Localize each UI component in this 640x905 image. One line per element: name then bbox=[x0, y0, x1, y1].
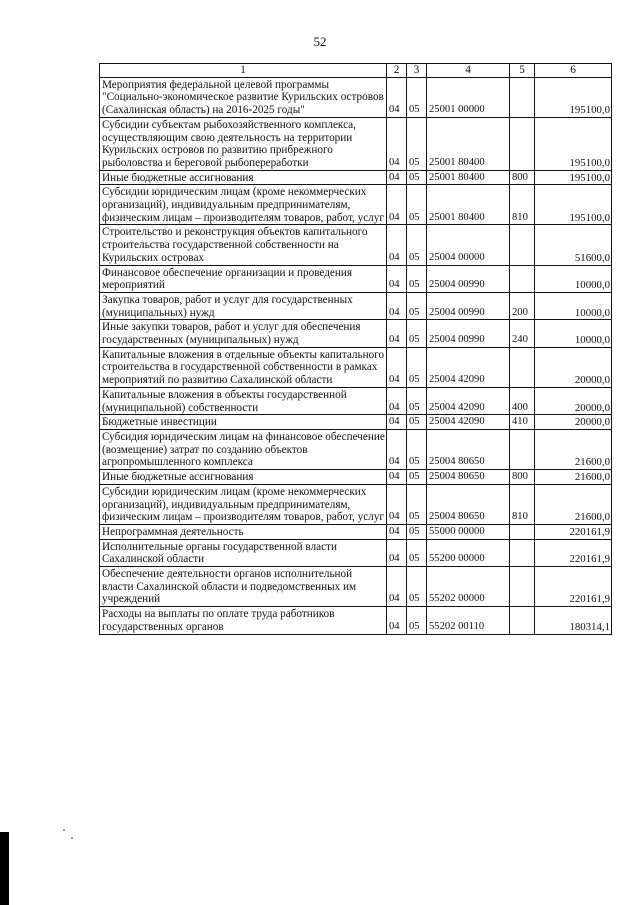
cell-c6: 21600,0 bbox=[535, 429, 612, 469]
cell-c2: 04 bbox=[387, 387, 407, 414]
cell-c4: 25004 00990 bbox=[427, 265, 510, 292]
cell-c5 bbox=[510, 77, 535, 117]
column-header: 4 bbox=[427, 64, 510, 78]
table-row bbox=[100, 292, 612, 319]
row-label: Субсидии субъектам рыбохозяйственного комплекса, осуществляющим свою деятельность на территории Курильских островов по развитию прибрежного рыболовства и береговой рыбопереработки bbox=[100, 117, 387, 170]
table-row bbox=[100, 77, 612, 117]
cell-c2: 04 bbox=[387, 170, 407, 185]
table-row bbox=[100, 524, 612, 539]
row-label: Иные бюджетные ассигнования bbox=[100, 170, 387, 185]
cell-c3: 05 bbox=[407, 292, 427, 319]
table-row bbox=[100, 117, 612, 170]
cell-c4: 25004 80650 bbox=[427, 429, 510, 469]
cell-c5 bbox=[510, 567, 535, 607]
row-label: Финансовое обеспечение организации и проведения мероприятий bbox=[100, 265, 387, 292]
cell-c4: 55200 00000 bbox=[427, 539, 510, 566]
cell-c6: 220161,9 bbox=[535, 567, 612, 607]
table-row bbox=[100, 607, 612, 634]
cell-c5: 400 bbox=[510, 387, 535, 414]
table-row bbox=[100, 265, 612, 292]
cell-c5: 240 bbox=[510, 320, 535, 347]
column-header: 3 bbox=[407, 64, 427, 78]
row-label: Непрограммная деятельность bbox=[100, 524, 387, 539]
scan-speck bbox=[63, 829, 65, 831]
cell-c6: 10000,0 bbox=[535, 320, 612, 347]
cell-c5 bbox=[510, 524, 535, 539]
cell-c6: 20000,0 bbox=[535, 347, 612, 387]
cell-c3: 05 bbox=[407, 185, 427, 225]
cell-c3: 05 bbox=[407, 415, 427, 430]
table-row bbox=[100, 415, 612, 430]
cell-c4: 55202 00110 bbox=[427, 607, 510, 634]
cell-c2: 04 bbox=[387, 225, 407, 265]
cell-c3: 05 bbox=[407, 265, 427, 292]
row-label: Расходы на выплаты по оплате труда работников государственных органов bbox=[100, 607, 387, 634]
cell-c2: 04 bbox=[387, 607, 407, 634]
cell-c6: 195100,0 bbox=[535, 117, 612, 170]
cell-c4: 25004 42090 bbox=[427, 387, 510, 414]
cell-c6: 195100,0 bbox=[535, 185, 612, 225]
cell-c6: 21600,0 bbox=[535, 470, 612, 485]
cell-c3: 05 bbox=[407, 484, 427, 524]
cell-c3: 05 bbox=[407, 347, 427, 387]
cell-c4: 25001 80400 bbox=[427, 170, 510, 185]
cell-c4: 25004 00000 bbox=[427, 225, 510, 265]
cell-c5: 800 bbox=[510, 170, 535, 185]
row-label: Иные бюджетные ассигнования bbox=[100, 470, 387, 485]
cell-c6: 195100,0 bbox=[535, 170, 612, 185]
cell-c4: 25004 00990 bbox=[427, 292, 510, 319]
table-row bbox=[100, 539, 612, 566]
scan-edge-mark bbox=[0, 832, 9, 905]
cell-c2: 04 bbox=[387, 524, 407, 539]
cell-c2: 04 bbox=[387, 470, 407, 485]
table-row bbox=[100, 387, 612, 414]
cell-c2: 04 bbox=[387, 320, 407, 347]
row-label: Обеспечение деятельности органов исполнительной власти Сахалинской области и подведомственных им учреждений bbox=[100, 567, 387, 607]
row-label: Капитальные вложения в объекты государственной (муниципальной) собственности bbox=[100, 387, 387, 414]
column-header: 6 bbox=[535, 64, 612, 78]
cell-c5 bbox=[510, 607, 535, 634]
cell-c5 bbox=[510, 117, 535, 170]
row-label: Капитальные вложения в отдельные объекты капитального строительства в государственной собственности в рамках мероприятий по развитию Сахалинской области bbox=[100, 347, 387, 387]
cell-c3: 05 bbox=[407, 320, 427, 347]
cell-c5: 810 bbox=[510, 484, 535, 524]
cell-c4: 25004 80650 bbox=[427, 470, 510, 485]
cell-c3: 05 bbox=[407, 567, 427, 607]
cell-c5: 800 bbox=[510, 470, 535, 485]
cell-c2: 04 bbox=[387, 567, 407, 607]
cell-c6: 180314,1 bbox=[535, 607, 612, 634]
table-row bbox=[100, 347, 612, 387]
row-label: Исполнительные органы государственной власти Сахалинской области bbox=[100, 539, 387, 566]
cell-c5 bbox=[510, 539, 535, 566]
cell-c4: 25004 42090 bbox=[427, 415, 510, 430]
cell-c5 bbox=[510, 429, 535, 469]
cell-c3: 05 bbox=[407, 524, 427, 539]
cell-c3: 05 bbox=[407, 470, 427, 485]
table-row bbox=[100, 470, 612, 485]
cell-c6: 10000,0 bbox=[535, 292, 612, 319]
cell-c6: 21600,0 bbox=[535, 484, 612, 524]
row-label: Строительство и реконструкция объектов капитального строительства государственной собственности на Курильских островах bbox=[100, 225, 387, 265]
cell-c6: 10000,0 bbox=[535, 265, 612, 292]
cell-c4: 25004 00990 bbox=[427, 320, 510, 347]
cell-c2: 04 bbox=[387, 117, 407, 170]
table-row bbox=[100, 225, 612, 265]
cell-c4: 55202 00000 bbox=[427, 567, 510, 607]
cell-c3: 05 bbox=[407, 170, 427, 185]
cell-c6: 20000,0 bbox=[535, 415, 612, 430]
table-row bbox=[100, 320, 612, 347]
row-label: Иные закупки товаров, работ и услуг для обеспечения государственных (муниципальных) нужд bbox=[100, 320, 387, 347]
column-header: 1 bbox=[100, 64, 387, 78]
cell-c6: 220161,9 bbox=[535, 539, 612, 566]
cell-c2: 04 bbox=[387, 539, 407, 566]
cell-c4: 25001 00000 bbox=[427, 77, 510, 117]
cell-c3: 05 bbox=[407, 539, 427, 566]
cell-c2: 04 bbox=[387, 185, 407, 225]
cell-c5: 810 bbox=[510, 185, 535, 225]
cell-c4: 25001 80400 bbox=[427, 117, 510, 170]
column-header: 2 bbox=[387, 64, 407, 78]
cell-c5 bbox=[510, 265, 535, 292]
cell-c3: 05 bbox=[407, 117, 427, 170]
cell-c5 bbox=[510, 225, 535, 265]
row-label: Бюджетные инвестиции bbox=[100, 415, 387, 430]
page-number: 52 bbox=[313, 34, 327, 49]
table-row bbox=[100, 484, 612, 524]
row-label: Мероприятия федеральной целевой программы "Социально-экономическое развитие Курильских островов (Сахалинская область) на 2016-2025 годы" bbox=[100, 77, 387, 117]
row-label: Закупка товаров, работ и услуг для государственных (муниципальных) нужд bbox=[100, 292, 387, 319]
table-row bbox=[100, 429, 612, 469]
cell-c2: 04 bbox=[387, 484, 407, 524]
row-label: Субсидия юридическим лицам на финансовое обеспечение (возмещение) затрат по созданию объектов агропромышленного комплекса bbox=[100, 429, 387, 469]
budget-table bbox=[99, 63, 612, 635]
cell-c2: 04 bbox=[387, 429, 407, 469]
cell-c3: 05 bbox=[407, 225, 427, 265]
cell-c2: 04 bbox=[387, 415, 407, 430]
cell-c3: 05 bbox=[407, 607, 427, 634]
cell-c5: 200 bbox=[510, 292, 535, 319]
cell-c4: 25004 80650 bbox=[427, 484, 510, 524]
cell-c6: 20000,0 bbox=[535, 387, 612, 414]
cell-c2: 04 bbox=[387, 347, 407, 387]
cell-c6: 195100,0 bbox=[535, 77, 612, 117]
cell-c2: 04 bbox=[387, 265, 407, 292]
cell-c4: 25004 42090 bbox=[427, 347, 510, 387]
cell-c3: 05 bbox=[407, 429, 427, 469]
row-label: Субсидии юридическим лицам (кроме некоммерческих организаций), индивидуальным предпринимателям, физическим лицам – производителям товаров, работ, услуг bbox=[100, 484, 387, 524]
table-row bbox=[100, 185, 612, 225]
scan-speck bbox=[71, 837, 73, 839]
cell-c3: 05 bbox=[407, 387, 427, 414]
cell-c5 bbox=[510, 347, 535, 387]
cell-c2: 04 bbox=[387, 292, 407, 319]
cell-c2: 04 bbox=[387, 77, 407, 117]
table-row bbox=[100, 170, 612, 185]
cell-c6: 220161,9 bbox=[535, 524, 612, 539]
cell-c6: 51600,0 bbox=[535, 225, 612, 265]
cell-c4: 55000 00000 bbox=[427, 524, 510, 539]
cell-c4: 25001 80400 bbox=[427, 185, 510, 225]
table-header-row bbox=[100, 64, 612, 78]
cell-c3: 05 bbox=[407, 77, 427, 117]
row-label: Субсидии юридическим лицам (кроме некоммерческих организаций), индивидуальным предпринимателям, физическим лицам – производителям товаров, работ, услуг bbox=[100, 185, 387, 225]
column-header: 5 bbox=[510, 64, 535, 78]
cell-c5: 410 bbox=[510, 415, 535, 430]
table-row bbox=[100, 567, 612, 607]
